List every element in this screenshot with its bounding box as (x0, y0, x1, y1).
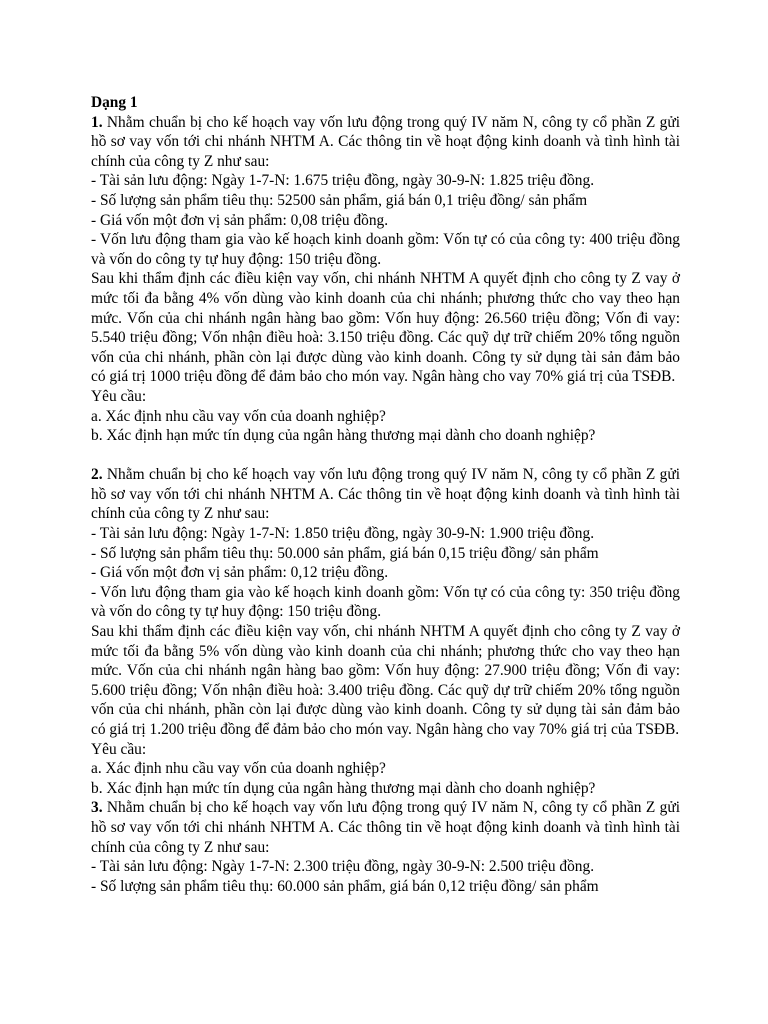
problem-number: 2. (91, 466, 103, 484)
info-item: - Tài sản lưu động: Ngày 1-7-N: 2.300 triệu đồng, ngày 30-9-N: 2.500 triệu đồng. (91, 858, 595, 876)
requirement-label: Yêu cầu: (91, 740, 147, 758)
info-item: - Số lượng sản phẩm tiêu thụ: 50.000 sản phẩm, giá bán 0,15 triệu đồng/ sản phẩm (91, 544, 599, 562)
section-heading: Dạng 1 (91, 94, 138, 111)
question-item: a. Xác định nhu cầu vay vốn của doanh nghiệp? (91, 407, 386, 425)
question-item: b. Xác định hạn mức tín dụng của ngân hàng thương mại dành cho doanh nghiệp? (91, 427, 596, 445)
problem-intro-text: Nhằm chuẩn bị cho kế hoạch vay vốn lưu động trong quý IV năm N, công ty cổ phần Z gửi hồ sơ vay vốn tới chi nhánh NHTM A. Các thông tin về hoạt động kinh doanh và tình hình tài chính của công ty Z như sau: (91, 466, 680, 523)
blank-line (91, 446, 680, 466)
problem-intro (91, 465, 680, 524)
question-item: a. Xác định nhu cầu vay vốn của doanh nghiệp? (91, 760, 386, 778)
problem-body: Sau khi thẩm định các điều kiện vay vốn, chi nhánh NHTM A quyết định cho công ty Z vay ở mức tối đa bằng 5% vốn dùng vào kinh doanh của chi nhánh; phương thức cho vay theo hạn mức. Vốn của chi nhánh ngân hàng bao gồm: Vốn huy động: 27.900 triệu đồng; Vốn đi vay: 5.600 triệu đồng; Vốn nhận điều hoà: 3.400 triệu đồng. Các quỹ dự trữ chiếm 20% tổng nguồn vốn của chi nhánh, phần còn lại được dùng vào kinh doanh. Công ty sử dụng tài sản đảm bảo có giá trị 1.200 triệu đồng để đảm bảo cho món vay. Ngân hàng cho vay 70% giá trị của TSĐB. (91, 623, 680, 738)
info-item: - Số lượng sản phẩm tiêu thụ: 52500 sản phẩm, giá bán 0,1 triệu đồng/ sản phẩm (91, 191, 588, 209)
problem-intro-text: Nhằm chuẩn bị cho kế hoạch vay vốn lưu động trong quý IV năm N, công ty cổ phần Z gửi hồ sơ vay vốn tới chi nhánh NHTM A. Các thông tin về hoạt động kinh doanh và tình hình tài chính của công ty Z như sau: (91, 799, 680, 856)
problem-1 (91, 113, 680, 446)
requirement-label: Yêu cầu: (91, 387, 147, 405)
problem-intro (91, 113, 680, 172)
problem-body: Sau khi thẩm định các điều kiện vay vốn, chi nhánh NHTM A quyết định cho công ty Z vay ở mức tối đa bằng 4% vốn dùng vào kinh doanh của chi nhánh; phương thức cho vay theo hạn mức. Vốn của chi nhánh ngân hàng bao gồm: Vốn huy động: 26.560 triệu đồng; Vốn đi vay: 5.540 triệu đồng; Vốn nhận điều hoà: 3.150 triệu đồng. Các quỹ dự trữ chiếm 20% tổng nguồn vốn của chi nhánh, phần còn lại được dùng vào kinh doanh. Công ty sử dụng tài sản đảm bảo có giá trị 1000 triệu đồng để đảm bảo cho món vay. Ngân hàng cho vay 70% giá trị của TSĐB. (91, 270, 680, 386)
problem-number: 3. (91, 799, 103, 817)
info-item: - Số lượng sản phẩm tiêu thụ: 60.000 sản phẩm, giá bán 0,12 triệu đồng/ sản phẩm (91, 877, 599, 895)
info-item: - Giá vốn một đơn vị sản phẩm: 0,08 triệu đồng. (91, 211, 389, 229)
info-item: - Vốn lưu động tham gia vào kế hoạch kinh doanh gồm: Vốn tự có của công ty: 400 triệu đồng và vốn do công ty tự huy động: 150 triệu đồng. (91, 231, 680, 268)
info-item: - Tài sản lưu động: Ngày 1-7-N: 1.675 triệu đồng, ngày 30-9-N: 1.825 triệu đồng. (91, 172, 595, 190)
problem-intro (91, 798, 680, 857)
info-item: - Giá vốn một đơn vị sản phẩm: 0,12 triệu đồng. (91, 564, 389, 582)
question-item: b. Xác định hạn mức tín dụng của ngân hàng thương mại dành cho doanh nghiệp? (91, 779, 596, 797)
problem-2 (91, 465, 680, 798)
info-item: - Vốn lưu động tham gia vào kế hoạch kinh doanh gồm: Vốn tự có của công ty: 350 triệu đồng và vốn do công ty tự huy động: 150 triệu đồng. (91, 583, 680, 621)
problem-number: 1. (91, 113, 103, 131)
problem-3 (91, 798, 680, 896)
problem-intro-text: Nhằm chuẩn bị cho kế hoạch vay vốn lưu động trong quý IV năm N, công ty cổ phần Z gửi hồ sơ vay vốn tới chi nhánh NHTM A. Các thông tin về hoạt động kinh doanh và tình hình tài chính của công ty Z như sau: (91, 113, 680, 170)
info-item: - Tài sản lưu động: Ngày 1-7-N: 1.850 triệu đồng, ngày 30-9-N: 1.900 triệu đồng. (91, 525, 595, 543)
